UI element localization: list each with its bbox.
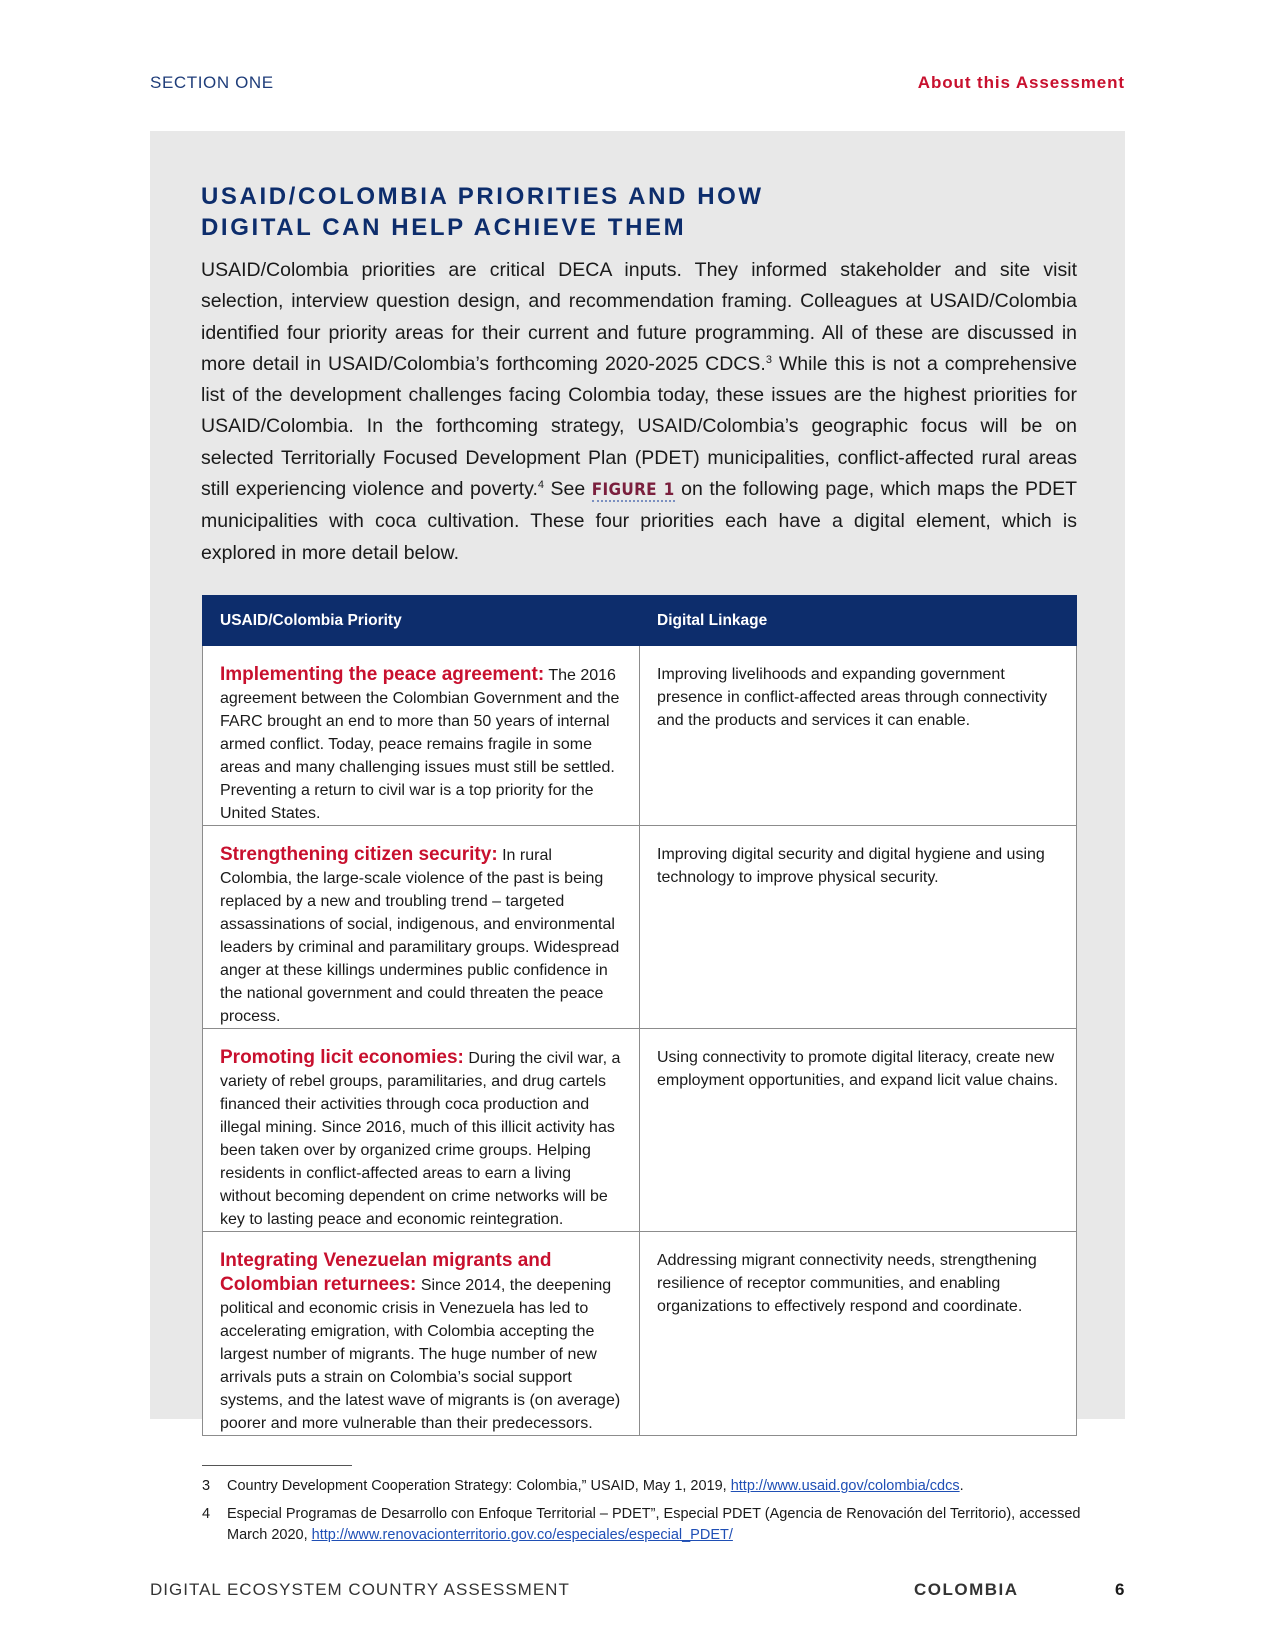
- priority-cell: [203, 826, 640, 1029]
- table-header-row: [203, 596, 1077, 646]
- page-number: 6: [1115, 1580, 1125, 1599]
- priority-lead: Integrating Venezuelan migrants and Colombian returnees:: [220, 1250, 552, 1295]
- footer-document-title: DIGITAL ECOSYSTEM COUNTRY ASSESSMENT: [150, 1580, 570, 1599]
- priority-lead: Strengthening citizen security:: [220, 844, 498, 865]
- footnote-4: [202, 1504, 1082, 1546]
- priority-lead: Implementing the peace agreement:: [220, 664, 545, 685]
- priority-text: The 2016 agreement between the Colombian Government and the FARC brought an end to more than 50 years of internal armed conflict. Today, peace remains fragile in some areas and many challenging issues must still be settled. Preventing a return to civil war is a top priority for the United States.: [220, 667, 620, 822]
- footnote-trailing: .: [959, 1478, 964, 1494]
- footnote-ref-3[interactable]: 3: [765, 353, 772, 366]
- table-row: [203, 826, 1077, 1029]
- page-title: [201, 181, 901, 243]
- priority-cell: [203, 646, 640, 826]
- priority-text: During the civil war, a variety of rebel groups, paramilitaries, and drug cartels financed their activities through coca production and illegal mining. Since 2016, much of this illicit activity has been taken over by organized crime groups. Helping residents in conflict-affected areas to earn a living without becoming dependent on crime networks will be key to lasting peace and economic reintegration.: [220, 1050, 621, 1228]
- title-line-1: USAID/COLOMBIA PRIORITIES AND HOW: [201, 183, 764, 210]
- intro-text-1: USAID/Colombia priorities are critical DECA inputs. They informed stakeholder and site visit selection, interview question design, and recommendation framing. Colleagues at USAID/Colombia identified four priority areas for their current and future programming. All of these are discussed in more detail in USAID/Colombia’s forthcoming 2020-2025 CDCS.: [201, 259, 1077, 375]
- priority-text: In rural Colombia, the large-scale violence of the past is being replaced by a new and troubling trend – targeted assassinations of social, indigenous, and environmental leaders by criminal and paramilitary groups. Widespread anger at these killings undermines public confidence in the national government and could threaten the peace process.: [220, 847, 620, 1025]
- priority-text: Since 2014, the deepening political and economic crisis in Venezuela has led to accelerating emigration, with Colombia accepting the largest number of migrants. The huge number of new arrivals puts a strain on Colombia’s social support systems, and the latest wave of migrants is (on average) poorer and more vulnerable than their predecessors.: [220, 1277, 621, 1432]
- linkage-cell: Using connectivity to promote digital literacy, create new employment opportunities, and expand licit value chains.: [640, 1029, 1077, 1232]
- footnote-ref-4[interactable]: 4: [537, 479, 544, 492]
- footnote-number: 4: [202, 1506, 211, 1522]
- footnote-number: 3: [202, 1478, 211, 1494]
- linkage-cell: Improving livelihoods and expanding government presence in conflict-affected areas through connectivity and the products and services it can enable.: [640, 646, 1077, 826]
- header-priority: USAID/Colombia Priority: [203, 596, 640, 646]
- linkage-cell: Addressing migrant connectivity needs, strengthening resilience of receptor communities, and enabling organizations to effectively respond and coordinate.: [640, 1232, 1077, 1436]
- footnote-text: Country Development Cooperation Strategy: Colombia,” USAID, May 1, 2019,: [227, 1478, 731, 1494]
- linkage-cell: Improving digital security and digital hygiene and using technology to improve physical security.: [640, 826, 1077, 1029]
- chapter-label: About this Assessment: [917, 73, 1125, 92]
- priority-cell: [203, 1232, 640, 1436]
- title-line-2: DIGITAL CAN HELP ACHIEVE THEM: [201, 214, 687, 241]
- priority-lead: Promoting licit economies:: [220, 1047, 464, 1068]
- footnote-link-renovacion[interactable]: http://www.renovacionterritorio.gov.co/especiales/especial_PDET/: [311, 1527, 733, 1543]
- intro-text-3: See: [544, 478, 592, 501]
- priority-cell: [203, 1029, 640, 1232]
- table-row: [203, 1232, 1077, 1436]
- footnote-link-usaid[interactable]: http://www.usaid.gov/colombia/cdcs: [730, 1478, 960, 1494]
- footnote-3: [202, 1476, 1082, 1497]
- intro-text-4: on the following page, which maps the PDET municipalities with coca cultivation. These four priorities each have a digital element, which is explored in more detail below.: [201, 478, 1077, 564]
- table-row: [203, 646, 1077, 826]
- intro-text-2: While this is not a comprehensive list of the development challenges facing Colombia today, these issues are the highest priorities for USAID/Colombia. In the forthcoming strategy, USAID/Colombia’s geographic focus will be on selected Territorially Focused Development Plan (PDET) municipalities, conflict-affected rural areas still experiencing violence and poverty.: [201, 352, 1077, 501]
- priorities-table: [202, 595, 1077, 1436]
- footnote-text: Especial Programas de Desarrollo con Enfoque Territorial – PDET”, Especial PDET (Agencia de Renovación del Territorio), accessed March 2020,: [227, 1506, 1081, 1543]
- table-row: [203, 1029, 1077, 1232]
- footnote-divider: [202, 1465, 352, 1466]
- figure-1-link[interactable]: FIGURE 1: [591, 480, 675, 501]
- footer-country: COLOMBIA: [914, 1580, 1019, 1599]
- header-digital-linkage: Digital Linkage: [640, 596, 1077, 646]
- section-label: SECTION ONE: [150, 73, 274, 92]
- intro-paragraph: [201, 255, 1077, 569]
